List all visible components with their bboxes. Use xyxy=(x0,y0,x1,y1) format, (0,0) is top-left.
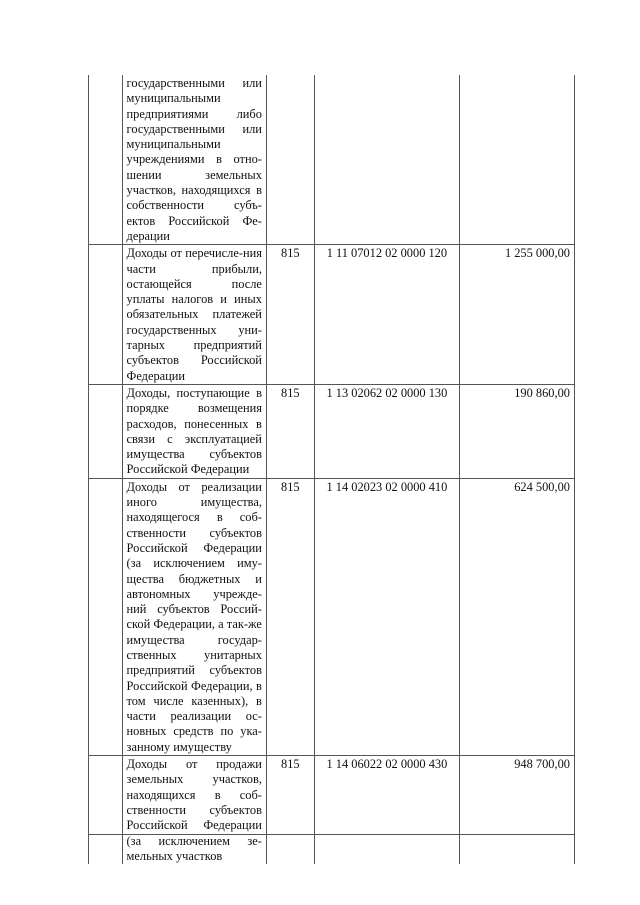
page-bottom-rule xyxy=(88,834,575,835)
amount-cell xyxy=(460,75,575,245)
table-row xyxy=(89,478,575,755)
admin-code-cell: 815 xyxy=(266,478,314,755)
description-cell: Доходы от перечисле-ния части прибыли, остающейся после уплаты налогов и иных обязательных платежей государственных уни-тарных предприятий субъектов Российской Федерации xyxy=(122,245,266,385)
budget-code-cell xyxy=(314,75,459,245)
amount-cell: 190 860,00 xyxy=(460,384,575,478)
description-cell: государственными или муниципальными предприятиями либо государственными или муниципальными учреждениями в отно-шении земельных участков, находящихся в собственности субъ-ектов Российской Фе-дерации xyxy=(122,75,266,245)
description-cell: Доходы от продажи земельных участков, находящихся в соб-ственности субъектов Российской Федерации (за исключением зе-мельных участков xyxy=(122,756,266,865)
description-cell: Доходы от реализации иного имущества, находящегося в соб-ственности субъектов Российской Федерации (за исключением иму-щества бюджетных и автономных учрежде-ний субъектов Россий-ской Федерации, а так-же имущества государ-ственных унитарных предприятий субъектов Российской Федерации, в том числе казенных), в части реализации ос-новных средств по ука-занному имуществу xyxy=(122,478,266,755)
row-number-cell xyxy=(89,384,123,478)
row-number-cell xyxy=(89,245,123,385)
row-number-cell xyxy=(89,478,123,755)
amount-cell: 624 500,00 xyxy=(460,478,575,755)
budget-code-cell: 1 11 07012 02 0000 120 xyxy=(314,245,459,385)
budget-code-cell: 1 13 02062 02 0000 130 xyxy=(314,384,459,478)
budget-code-cell: 1 14 02023 02 0000 410 xyxy=(314,478,459,755)
revenue-table xyxy=(88,75,575,864)
budget-code-cell: 1 14 06022 02 0000 430 xyxy=(314,756,459,865)
amount-cell: 948 700,00 xyxy=(460,756,575,865)
amount-cell: 1 255 000,00 xyxy=(460,245,575,385)
admin-code-cell: 815 xyxy=(266,245,314,385)
row-number-cell xyxy=(89,75,123,245)
admin-code-cell: 815 xyxy=(266,384,314,478)
table-row xyxy=(89,384,575,478)
row-number-cell xyxy=(89,756,123,865)
table-row xyxy=(89,75,575,245)
admin-code-cell: 815 xyxy=(266,756,314,865)
table-row xyxy=(89,245,575,385)
admin-code-cell xyxy=(266,75,314,245)
description-cell: Доходы, поступающие в порядке возмещения расходов, понесенных в связи с эксплуатацией имущества субъектов Российской Федерации xyxy=(122,384,266,478)
table-row xyxy=(89,756,575,865)
